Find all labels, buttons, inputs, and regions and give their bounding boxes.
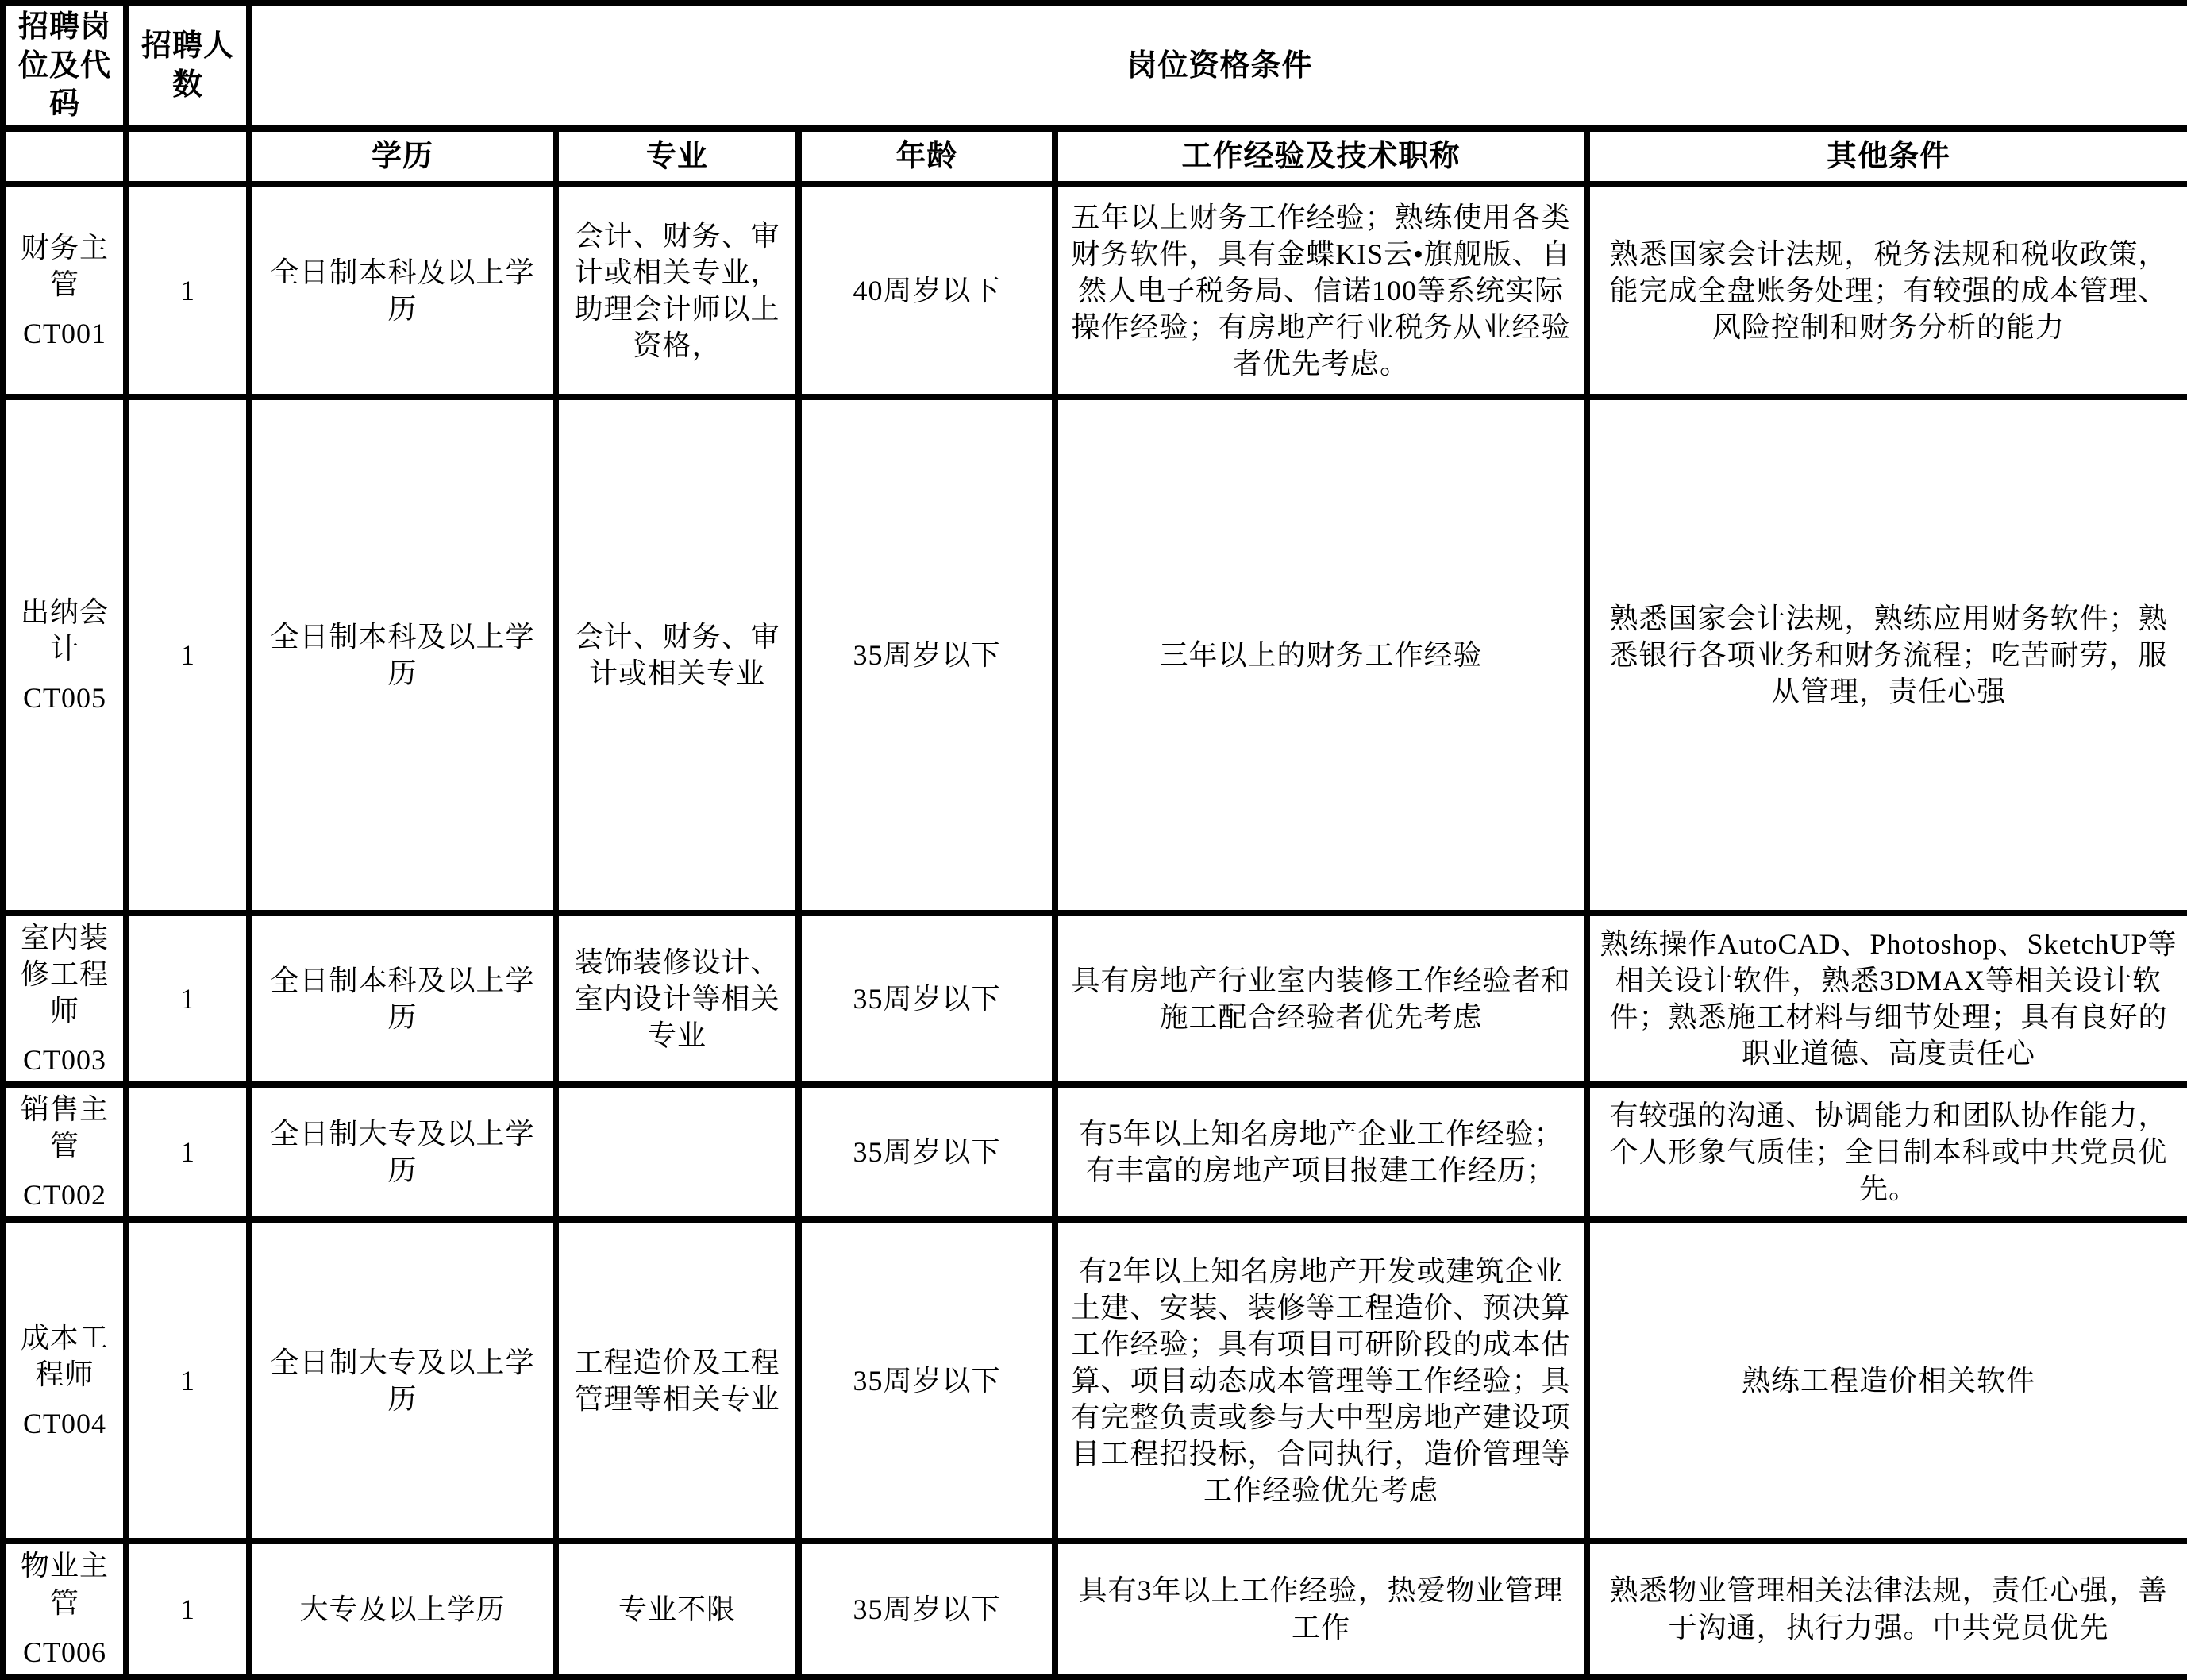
header-other: 其他条件 <box>1587 129 2187 184</box>
header-position-code: 招聘岗位及代码 <box>3 3 126 129</box>
position-title: 销售主管 <box>20 1093 109 1162</box>
position-code: CT005 <box>22 681 106 714</box>
experience-cell: 有5年以上知名房地产企业工作经验；有丰富的房地产项目报建工作经历； <box>1055 1085 1587 1220</box>
header-row-top <box>3 3 2187 129</box>
header-experience: 工作经验及技术职称 <box>1055 129 1587 184</box>
experience-cell: 有2年以上知名房地产开发或建筑企业土建、安装、装修等工程造价、预决算工作经验；具有项目可研阶段的成本估算、项目动态成本管理等工作经验；具有完整负责或参与大中型房地产建设项目工程招投标，合同执行，造价管理等工作经验优先考虑 <box>1055 1220 1587 1541</box>
other-cell: 熟悉国家会计法规，熟练应用财务软件；熟悉银行各项业务和财务流程；吃苦耐劳，服从管理，责任心强 <box>1587 397 2187 913</box>
experience-cell: 具有3年以上工作经验，热爱物业管理工作 <box>1055 1541 1587 1676</box>
table-row <box>3 1085 2187 1220</box>
table-row <box>3 1541 2187 1676</box>
position-code: CT006 <box>22 1636 106 1668</box>
major-cell: 会计、财务、审计或相关专业，助理会计师以上资格， <box>556 184 799 397</box>
position-title: 财务主管 <box>20 231 109 300</box>
position-cell <box>3 397 126 913</box>
position-code: CT003 <box>22 1044 106 1077</box>
position-cell <box>3 184 126 397</box>
other-cell: 熟悉物业管理相关法律法规，责任心强，善于沟通，执行力强。中共党员优先 <box>1587 1541 2187 1676</box>
position-title: 出纳会计 <box>20 595 109 665</box>
table-row <box>3 1220 2187 1541</box>
major-cell: 工程造价及工程管理等相关专业 <box>556 1220 799 1541</box>
education-cell: 全日制大专及以上学历 <box>249 1220 556 1541</box>
other-cell: 有较强的沟通、协调能力和团队协作能力，个人形象气质佳；全日制本科或中共党员优先。 <box>1587 1085 2187 1220</box>
header-education: 学历 <box>249 129 556 184</box>
position-title: 室内装修工程师 <box>20 921 109 1027</box>
position-cell <box>3 1085 126 1220</box>
experience-cell: 三年以上的财务工作经验 <box>1055 397 1587 913</box>
header-row-sub <box>3 129 2187 184</box>
experience-cell: 五年以上财务工作经验；熟练使用各类财务软件，具有金蝶KIS云•旗舰版、自然人电子税务局、信诺100等系统实际操作经验；有房地产行业税务从业经验者优先考虑。 <box>1055 184 1587 397</box>
headcount-cell: 1 <box>126 397 249 913</box>
headcount-cell: 1 <box>126 1085 249 1220</box>
position-code: CT002 <box>22 1179 106 1212</box>
education-cell: 全日制大专及以上学历 <box>249 1085 556 1220</box>
position-title: 成本工程师 <box>20 1321 109 1390</box>
major-cell: 会计、财务、审计或相关专业 <box>556 397 799 913</box>
position-code: CT004 <box>22 1407 106 1439</box>
table-row <box>3 397 2187 913</box>
age-cell: 40周岁以下 <box>799 184 1055 397</box>
education-cell: 全日制本科及以上学历 <box>249 913 556 1085</box>
headcount-cell: 1 <box>126 1541 249 1676</box>
age-cell: 35周岁以下 <box>799 1085 1055 1220</box>
table-row <box>3 184 2187 397</box>
header-empty-1 <box>3 129 126 184</box>
position-cell <box>3 1541 126 1676</box>
other-cell: 熟练工程造价相关软件 <box>1587 1220 2187 1541</box>
table-row <box>3 913 2187 1085</box>
headcount-cell: 1 <box>126 1220 249 1541</box>
other-cell: 熟悉国家会计法规，税务法规和税收政策，能完成全盘账务处理；有较强的成本管理、风险控制和财务分析的能力 <box>1587 184 2187 397</box>
age-cell: 35周岁以下 <box>799 397 1055 913</box>
header-qualification-group: 岗位资格条件 <box>249 3 2187 129</box>
position-title: 物业主管 <box>20 1550 109 1619</box>
major-cell: 装饰装修设计、室内设计等相关专业 <box>556 913 799 1085</box>
experience-cell: 具有房地产行业室内装修工作经验者和施工配合经验者优先考虑 <box>1055 913 1587 1085</box>
major-cell: 专业不限 <box>556 1541 799 1676</box>
age-cell: 35周岁以下 <box>799 1541 1055 1676</box>
headcount-cell: 1 <box>126 184 249 397</box>
education-cell: 大专及以上学历 <box>249 1541 556 1676</box>
position-cell <box>3 1220 126 1541</box>
age-cell: 35周岁以下 <box>799 1220 1055 1541</box>
position-cell <box>3 913 126 1085</box>
other-cell: 熟练操作AutoCAD、Photoshop、SketchUP等相关设计软件，熟悉3DMAX等相关设计软件；熟悉施工材料与细节处理；具有良好的职业道德、高度责任心 <box>1587 913 2187 1085</box>
header-major: 专业 <box>556 129 799 184</box>
header-age: 年龄 <box>799 129 1055 184</box>
position-code: CT001 <box>22 317 106 349</box>
education-cell: 全日制本科及以上学历 <box>249 184 556 397</box>
header-empty-2 <box>126 129 249 184</box>
header-headcount: 招聘人数 <box>126 3 249 129</box>
major-cell <box>556 1085 799 1220</box>
education-cell: 全日制本科及以上学历 <box>249 397 556 913</box>
headcount-cell: 1 <box>126 913 249 1085</box>
age-cell: 35周岁以下 <box>799 913 1055 1085</box>
